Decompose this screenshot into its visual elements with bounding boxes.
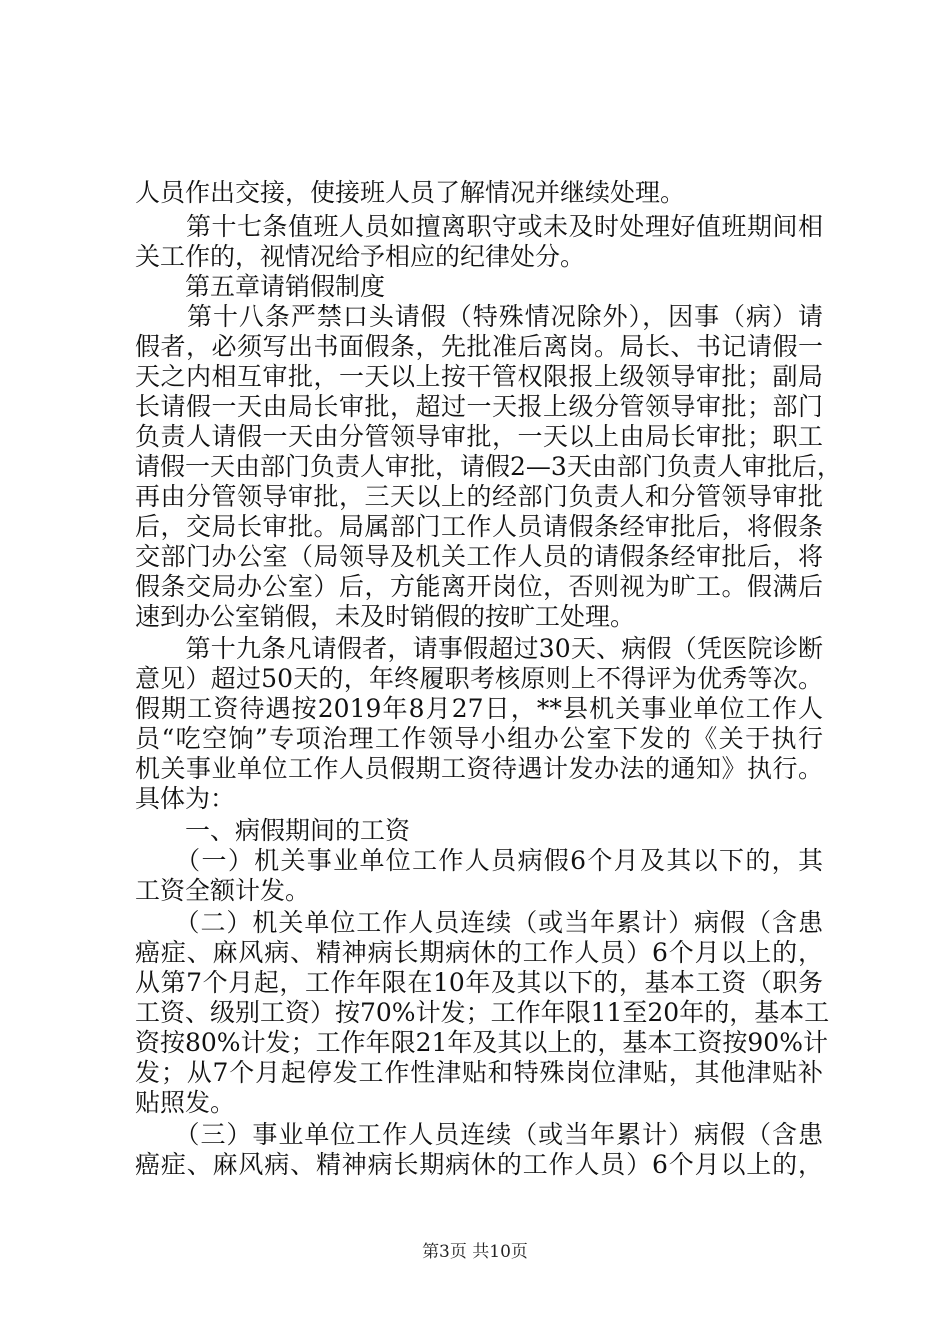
text-line: 假条交局办公室）后，方能离开岗位，否则视为旷工。假满后 <box>135 572 823 601</box>
text-line: 癌症、麻风病、精神病长期病休的工作人员）6个月以上的， <box>135 1150 823 1179</box>
text-line: 资按80%计发；工作年限21年及其以上的，基本工资按90%计 <box>135 1028 828 1057</box>
text-line: 负责人请假一天由分管领导审批，一天以上由局长审批；职工 <box>135 422 823 451</box>
text-line: （二）机关单位工作人员连续（或当年累计）病假（含患 <box>135 908 823 937</box>
text-line: 从第7个月起，工作年限在10年及其以下的，基本工资（职务 <box>135 968 823 997</box>
text-line: 请假一天由部门负责人审批，请假2—3天由部门负责人审批后， <box>135 452 842 481</box>
text-line: 意见）超过50天的，年终履职考核原则上不得评为优秀等次。 <box>135 664 823 693</box>
text-line: （三）事业单位工作人员连续（或当年累计）病假（含患 <box>135 1120 823 1149</box>
text-line: 工资、级别工资）按70%计发；工作年限11至20年的，基本工 <box>135 998 830 1027</box>
text-line: 再由分管领导审批，三天以上的经部门负责人和分管领导审批 <box>135 482 823 511</box>
text-line: （一）机关事业单位工作人员病假6个月及其以下的，其 <box>135 846 823 875</box>
text-line: 具体为： <box>135 784 236 813</box>
text-line: 速到办公室销假，未及时销假的按旷工处理。 <box>135 602 636 631</box>
text-line: 工资全额计发。 <box>135 876 311 905</box>
section-heading: 一、病假期间的工资 <box>135 816 411 845</box>
page-number-footer: 第3页 共10页 <box>422 1242 528 1262</box>
text-line: 员“吃空饷”专项治理工作领导小组办公室下发的《关于执行 <box>135 724 823 753</box>
text-line: 第十九条凡请假者，请事假超过30天、病假（凭医院诊断 <box>135 634 823 663</box>
text-line: 假者，必须写出书面假条，先批准后离岗。局长、书记请假一 <box>135 332 823 361</box>
text-line: 长请假一天由局长审批，超过一天报上级分管领导审批；部门 <box>135 392 823 421</box>
text-line: 人员作出交接，使接班人员了解情况并继续处理。 <box>135 178 686 207</box>
text-line: 第十七条值班人员如擅离职守或未及时处理好值班期间相 <box>135 212 823 241</box>
text-line: 后，交局长审批。局属部门工作人员请假条经审批后，将假条 <box>135 512 823 541</box>
text-line: 假期工资待遇按2019年8月27日，**县机关事业单位工作人 <box>135 694 823 723</box>
text-line: 发；从7个月起停发工作性津贴和特殊岗位津贴，其他津贴补 <box>135 1058 823 1087</box>
text-line: 关工作的，视情况给予相应的纪律处分。 <box>135 242 586 271</box>
text-line: 天之内相互审批，一天以上按干管权限报上级领导审批；副局 <box>135 362 823 391</box>
text-line: 机关事业单位工作人员假期工资待遇计发办法的通知》执行。 <box>135 754 823 783</box>
text-line: 第十八条严禁口头请假（特殊情况除外），因事（病）请 <box>135 302 823 331</box>
chapter-heading: 第五章请销假制度 <box>135 272 386 301</box>
text-line: 贴照发。 <box>135 1088 236 1117</box>
text-line: 交部门办公室（局领导及机关工作人员的请假条经审批后，将 <box>135 542 823 571</box>
text-line: 癌症、麻风病、精神病长期病休的工作人员）6个月以上的， <box>135 938 823 967</box>
